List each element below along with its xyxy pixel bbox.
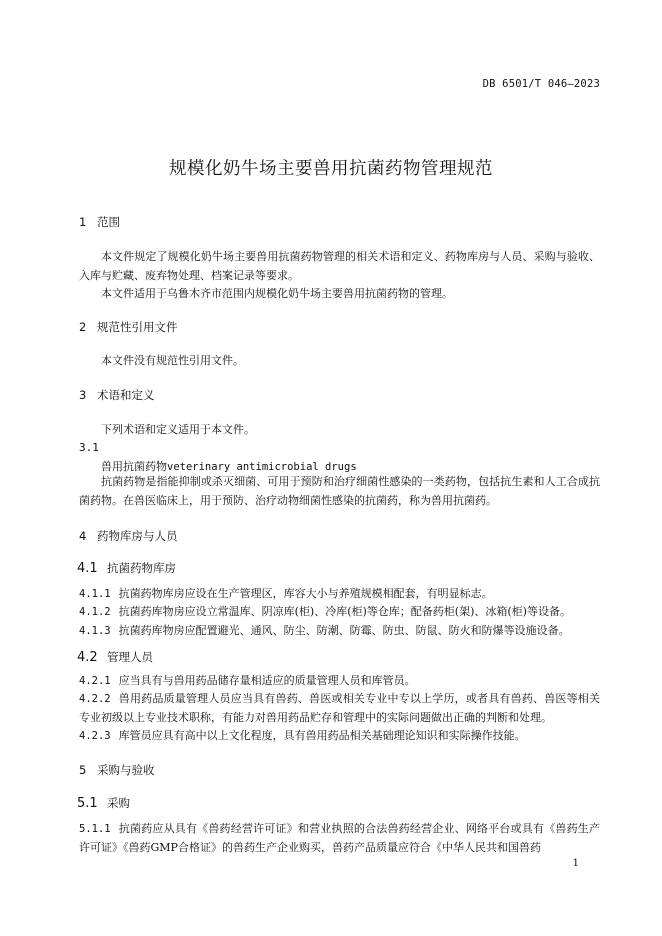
section-3-heading — [79, 387, 155, 403]
subsection-title: 采购 — [107, 796, 130, 810]
section-3-paragraph-1: 下列术语和定义适用于本文件。 — [101, 423, 255, 436]
section-5-heading — [79, 762, 155, 778]
subsection-number: 4.2 — [77, 650, 98, 665]
section-number: 2 — [79, 320, 87, 334]
document-number: DB 6501/T 046—2023 — [482, 78, 600, 90]
term-3-1-definition: 抗菌药物是指能抑制或杀灭细菌、可用于预防和治疗细菌性感染的一类药物，包括抗生素和人工合成抗菌药物。在兽医临床上，用于预防、治疗动物细菌性感染的抗菌药，称为兽用抗菌药。 — [79, 475, 600, 507]
section-5-1-heading — [77, 795, 130, 811]
subsection-number: 4.1 — [77, 561, 98, 576]
section-2-heading — [79, 319, 178, 335]
section-2-paragraph-1: 本文件没有规范性引用文件。 — [101, 354, 244, 367]
section-title: 术语和定义 — [97, 388, 155, 402]
section-1-heading — [79, 214, 120, 230]
clause-text: 抗菌药物库房应设在生产管理区，库容大小与养殖规模相配套，有明显标志。 — [118, 587, 493, 600]
clause-number: 4.2.3 — [79, 730, 111, 742]
term-english-name: veterinary antimicrobial drugs — [167, 461, 357, 473]
clause-text: 应当具有与兽用药品储存量相适应的质量管理人员和库管员。 — [118, 674, 416, 687]
section-number: 3 — [79, 388, 87, 402]
clause-number: 4.1.3 — [79, 625, 111, 637]
clause-4-2-2 — [79, 690, 600, 727]
section-4-2-heading — [77, 649, 153, 665]
section-title: 药物库房与人员 — [97, 529, 178, 543]
clause-4-2-3 — [79, 727, 600, 746]
section-1-paragraph-1: 本文件规定了规模化奶牛场主要兽用抗菌药物管理的相关术语和定义、药物库房与人员、采购与验收、入库与贮藏、废弃物处理、档案记录等要求。 — [79, 250, 600, 282]
clause-text: 兽用药品质量管理人员应当具有兽药、兽医或相关专业中专以上学历，或者具有兽药、兽医等相关专业初级以上专业技术职称，有能力对兽用药品贮存和管理中的实际问题做出正确的判断和处理。 — [79, 692, 600, 724]
document-title: 规模化奶牛场主要兽用抗菌药物管理规范 — [169, 159, 493, 179]
subsection-title: 抗菌药物库房 — [107, 561, 176, 575]
section-number: 1 — [79, 215, 87, 229]
section-title: 规范性引用文件 — [97, 320, 178, 334]
section-number: 5 — [79, 763, 87, 777]
clause-4-1-2 — [79, 603, 600, 622]
clause-text: 抗菌药应从具有《兽药经营许可证》和营业执照的合法兽药经营企业、网络平台或具有《兽药生产许可证》《兽药GMP合格证》的兽药生产企业购买，兽药产品质量应符合《中华人民共和国兽药 — [79, 822, 600, 854]
clause-number: 4.2.1 — [79, 675, 111, 687]
section-4-1-heading — [77, 560, 176, 576]
section-title: 采购与验收 — [97, 763, 155, 777]
section-4-heading — [79, 528, 178, 544]
clause-number: 5.1.1 — [79, 823, 111, 835]
term-3-1-name — [101, 458, 357, 474]
clause-number: 4.1.1 — [79, 588, 111, 600]
clause-text: 抗菌药库物房应设立常温库、阴凉库(柜)、冷库(柜)等仓库；配备药柜(架)、冰箱(柜)等设备。 — [118, 605, 571, 618]
subsection-title: 管理人员 — [107, 650, 153, 664]
clause-number: 4.1.2 — [79, 606, 111, 618]
term-3-1-number: 3.1 — [79, 441, 99, 454]
section-1-paragraph-2: 本文件适用于乌鲁木齐市范围内规模化奶牛场主要兽用抗菌药物的管理。 — [101, 287, 453, 300]
clause-4-1-3 — [79, 622, 600, 641]
clause-4-2-1 — [79, 672, 600, 691]
subsection-number: 5.1 — [77, 796, 98, 811]
clause-text: 库管员应具有高中以上文化程度，具有兽用药品相关基础理论知识和实际操作技能。 — [118, 729, 526, 742]
section-title: 范围 — [97, 215, 120, 229]
clause-number: 4.2.2 — [79, 693, 111, 705]
section-number: 4 — [79, 529, 87, 543]
clause-text: 抗菌药库物房应配置避光、通风、防尘、防潮、防霉、防虫、防鼠、防火和防爆等设施设备。 — [118, 624, 570, 637]
clause-5-1-1 — [79, 820, 600, 857]
page-number: 1 — [572, 858, 579, 869]
clause-4-1-1 — [79, 585, 600, 604]
term-chinese-name: 兽用抗菌药物 — [101, 460, 167, 473]
